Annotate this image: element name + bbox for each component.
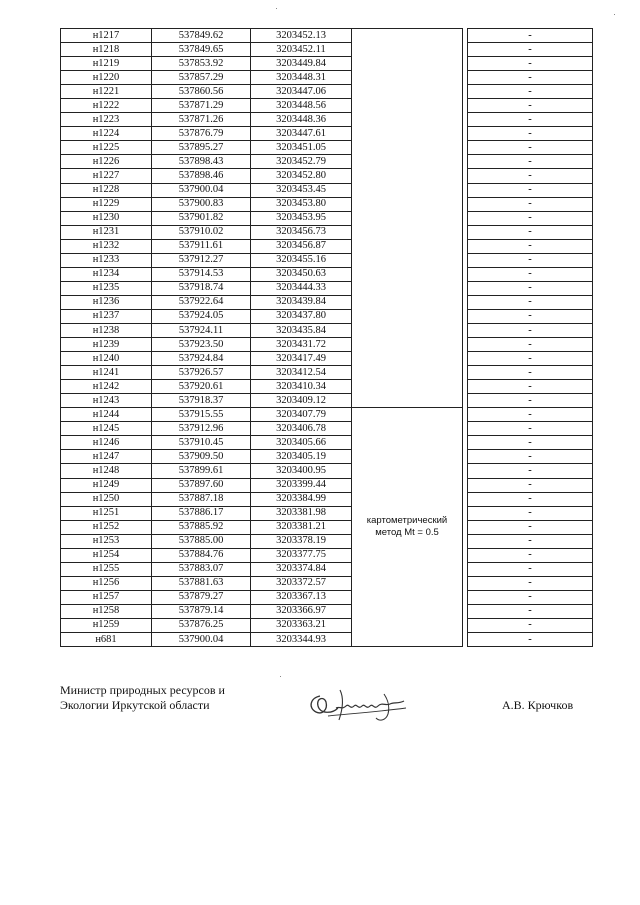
error-cell: - [468, 422, 593, 436]
x-coordinate-cell: 537871.29 [152, 99, 251, 113]
table-row [61, 253, 593, 267]
y-coordinate-cell: 3203447.61 [251, 127, 352, 141]
coordinates-table-body [61, 29, 593, 647]
point-id-cell: н1218 [61, 43, 152, 57]
point-id-cell: н1253 [61, 534, 152, 548]
table-row [61, 113, 593, 127]
x-coordinate-cell: 537924.84 [152, 352, 251, 366]
table-row [61, 534, 593, 548]
official-title-line2: Экологии Иркутской области [60, 698, 210, 712]
table-row [61, 155, 593, 169]
error-cell: - [468, 352, 593, 366]
point-id-cell: н1235 [61, 281, 152, 295]
table-row [61, 323, 593, 337]
error-cell: - [468, 99, 593, 113]
table-row [61, 71, 593, 85]
point-id-cell: н1241 [61, 366, 152, 380]
point-id-cell: н1243 [61, 394, 152, 408]
y-coordinate-cell: 3203377.75 [251, 548, 352, 562]
x-coordinate-cell: 537885.00 [152, 534, 251, 548]
table-row [61, 408, 593, 422]
error-cell: - [468, 576, 593, 590]
method-line2: метод Mt = 0.5 [375, 527, 439, 539]
y-coordinate-cell: 3203444.33 [251, 281, 352, 295]
table-row [61, 506, 593, 520]
x-coordinate-cell: 537895.27 [152, 141, 251, 155]
table-row [61, 127, 593, 141]
table-row [61, 464, 593, 478]
point-id-cell: н1221 [61, 85, 152, 99]
x-coordinate-cell: 537876.79 [152, 127, 251, 141]
table-row [61, 436, 593, 450]
table-row [61, 450, 593, 464]
table-row [61, 422, 593, 436]
error-cell: - [468, 141, 593, 155]
error-cell: - [468, 183, 593, 197]
point-id-cell: н1258 [61, 604, 152, 618]
x-coordinate-cell: 537900.04 [152, 183, 251, 197]
point-id-cell: н1240 [61, 352, 152, 366]
error-cell: - [468, 113, 593, 127]
official-title-line1: Министр природных ресурсов и [60, 683, 225, 697]
point-id-cell: н1224 [61, 127, 152, 141]
x-coordinate-cell: 537912.27 [152, 253, 251, 267]
x-coordinate-cell: 537853.92 [152, 57, 251, 71]
error-cell: - [468, 71, 593, 85]
table-row [61, 99, 593, 113]
table-row [61, 85, 593, 99]
x-coordinate-cell: 537883.07 [152, 562, 251, 576]
x-coordinate-cell: 537879.14 [152, 604, 251, 618]
y-coordinate-cell: 3203366.97 [251, 604, 352, 618]
table-row [61, 239, 593, 253]
error-cell: - [468, 394, 593, 408]
error-cell: - [468, 380, 593, 394]
error-cell: - [468, 43, 593, 57]
x-coordinate-cell: 537901.82 [152, 211, 251, 225]
y-coordinate-cell: 3203453.80 [251, 197, 352, 211]
point-id-cell: н1251 [61, 506, 152, 520]
error-cell: - [468, 155, 593, 169]
y-coordinate-cell: 3203410.34 [251, 380, 352, 394]
x-coordinate-cell: 537898.43 [152, 155, 251, 169]
point-id-cell: н1237 [61, 309, 152, 323]
y-coordinate-cell: 3203378.19 [251, 534, 352, 548]
point-id-cell: н1231 [61, 225, 152, 239]
x-coordinate-cell: 537924.11 [152, 323, 251, 337]
y-coordinate-cell: 3203417.49 [251, 352, 352, 366]
error-cell: - [468, 478, 593, 492]
table-row [61, 197, 593, 211]
x-coordinate-cell: 537922.64 [152, 295, 251, 309]
coordinates-table [60, 28, 593, 647]
table-row [61, 618, 593, 632]
table-row [61, 352, 593, 366]
table-row [61, 604, 593, 618]
x-coordinate-cell: 537849.65 [152, 43, 251, 57]
y-coordinate-cell: 3203452.79 [251, 155, 352, 169]
error-cell: - [468, 520, 593, 534]
error-cell: - [468, 492, 593, 506]
official-title [60, 683, 225, 713]
point-id-cell: н1219 [61, 57, 152, 71]
y-coordinate-cell: 3203450.63 [251, 267, 352, 281]
table-row [61, 338, 593, 352]
x-coordinate-cell: 537879.27 [152, 590, 251, 604]
table-row [61, 590, 593, 604]
y-coordinate-cell: 3203405.19 [251, 450, 352, 464]
error-cell: - [468, 85, 593, 99]
y-coordinate-cell: 3203363.21 [251, 618, 352, 632]
x-coordinate-cell: 537918.37 [152, 394, 251, 408]
table-row [61, 380, 593, 394]
y-coordinate-cell: 3203452.11 [251, 43, 352, 57]
error-cell: - [468, 169, 593, 183]
y-coordinate-cell: 3203448.36 [251, 113, 352, 127]
x-coordinate-cell: 537912.96 [152, 422, 251, 436]
table-row [61, 281, 593, 295]
x-coordinate-cell: 537887.18 [152, 492, 251, 506]
y-coordinate-cell: 3203439.84 [251, 295, 352, 309]
table-row [61, 576, 593, 590]
y-coordinate-cell: 3203407.79 [251, 408, 352, 422]
y-coordinate-cell: 3203405.66 [251, 436, 352, 450]
error-cell: - [468, 309, 593, 323]
error-cell: - [468, 253, 593, 267]
y-coordinate-cell: 3203435.84 [251, 323, 352, 337]
table-row [61, 141, 593, 155]
x-coordinate-cell: 537926.57 [152, 366, 251, 380]
error-cell: - [468, 127, 593, 141]
error-cell: - [468, 267, 593, 281]
table-row [61, 225, 593, 239]
y-coordinate-cell: 3203374.84 [251, 562, 352, 576]
table-row [61, 267, 593, 281]
x-coordinate-cell: 537923.50 [152, 338, 251, 352]
point-id-cell: н1228 [61, 183, 152, 197]
table-row [61, 309, 593, 323]
point-id-cell: н1245 [61, 422, 152, 436]
table-row [61, 295, 593, 309]
y-coordinate-cell: 3203448.56 [251, 99, 352, 113]
point-id-cell: н1250 [61, 492, 152, 506]
error-cell: - [468, 323, 593, 337]
y-coordinate-cell: 3203381.98 [251, 506, 352, 520]
point-id-cell: н1259 [61, 618, 152, 632]
scan-speck [614, 14, 615, 15]
point-id-cell: н1257 [61, 590, 152, 604]
point-id-cell: н1246 [61, 436, 152, 450]
y-coordinate-cell: 3203437.80 [251, 309, 352, 323]
x-coordinate-cell: 537911.61 [152, 239, 251, 253]
point-id-cell: н1220 [61, 71, 152, 85]
y-coordinate-cell: 3203448.31 [251, 71, 352, 85]
y-coordinate-cell: 3203453.45 [251, 183, 352, 197]
point-id-cell: н1234 [61, 267, 152, 281]
y-coordinate-cell: 3203367.13 [251, 590, 352, 604]
table-row [61, 478, 593, 492]
table-row [61, 548, 593, 562]
y-coordinate-cell: 3203372.57 [251, 576, 352, 590]
table-row [61, 211, 593, 225]
point-id-cell: н1223 [61, 113, 152, 127]
point-id-cell: н1238 [61, 323, 152, 337]
y-coordinate-cell: 3203381.21 [251, 520, 352, 534]
x-coordinate-cell: 537899.61 [152, 464, 251, 478]
point-id-cell: н1254 [61, 548, 152, 562]
scan-speck [280, 676, 281, 677]
x-coordinate-cell: 537885.92 [152, 520, 251, 534]
error-cell: - [468, 562, 593, 576]
point-id-cell: н1226 [61, 155, 152, 169]
error-cell: - [468, 534, 593, 548]
point-id-cell: н1236 [61, 295, 152, 309]
point-id-cell: н1233 [61, 253, 152, 267]
point-id-cell: н1232 [61, 239, 152, 253]
error-cell: - [468, 604, 593, 618]
x-coordinate-cell: 537871.26 [152, 113, 251, 127]
y-coordinate-cell: 3203447.06 [251, 85, 352, 99]
y-coordinate-cell: 3203400.95 [251, 464, 352, 478]
y-coordinate-cell: 3203399.44 [251, 478, 352, 492]
y-coordinate-cell: 3203344.93 [251, 633, 352, 647]
table-row [61, 633, 593, 647]
y-coordinate-cell: 3203409.12 [251, 394, 352, 408]
point-id-cell: н1230 [61, 211, 152, 225]
point-id-cell: н1227 [61, 169, 152, 183]
error-cell: - [468, 618, 593, 632]
y-coordinate-cell: 3203384.99 [251, 492, 352, 506]
y-coordinate-cell: 3203456.73 [251, 225, 352, 239]
point-id-cell: н1242 [61, 380, 152, 394]
error-cell: - [468, 197, 593, 211]
x-coordinate-cell: 537920.61 [152, 380, 251, 394]
y-coordinate-cell: 3203406.78 [251, 422, 352, 436]
x-coordinate-cell: 537857.29 [152, 71, 251, 85]
table-row [61, 520, 593, 534]
x-coordinate-cell: 537881.63 [152, 576, 251, 590]
error-cell: - [468, 366, 593, 380]
point-id-cell: н1255 [61, 562, 152, 576]
x-coordinate-cell: 537876.25 [152, 618, 251, 632]
point-id-cell: н1244 [61, 408, 152, 422]
error-cell: - [468, 57, 593, 71]
y-coordinate-cell: 3203456.87 [251, 239, 352, 253]
x-coordinate-cell: 537915.55 [152, 408, 251, 422]
x-coordinate-cell: 537909.50 [152, 450, 251, 464]
table-row [61, 394, 593, 408]
method-cell-empty [352, 29, 463, 408]
x-coordinate-cell: 537898.46 [152, 169, 251, 183]
error-cell: - [468, 29, 593, 43]
table-row [61, 492, 593, 506]
y-coordinate-cell: 3203453.95 [251, 211, 352, 225]
x-coordinate-cell: 537918.74 [152, 281, 251, 295]
error-cell: - [468, 450, 593, 464]
table-row [61, 562, 593, 576]
point-id-cell: н681 [61, 633, 152, 647]
y-coordinate-cell: 3203455.16 [251, 253, 352, 267]
table-row [61, 57, 593, 71]
x-coordinate-cell: 537897.60 [152, 478, 251, 492]
x-coordinate-cell: 537924.05 [152, 309, 251, 323]
point-id-cell: н1225 [61, 141, 152, 155]
y-coordinate-cell: 3203451.05 [251, 141, 352, 155]
table-row [61, 43, 593, 57]
error-cell: - [468, 211, 593, 225]
point-id-cell: н1256 [61, 576, 152, 590]
point-id-cell: н1222 [61, 99, 152, 113]
x-coordinate-cell: 537900.83 [152, 197, 251, 211]
error-cell: - [468, 506, 593, 520]
point-id-cell: н1248 [61, 464, 152, 478]
coordinates-table-container [60, 28, 586, 647]
x-coordinate-cell: 537914.53 [152, 267, 251, 281]
method-cell [352, 408, 463, 647]
error-cell: - [468, 281, 593, 295]
handwritten-signature-icon [306, 684, 411, 731]
error-cell: - [468, 548, 593, 562]
table-row [61, 29, 593, 43]
method-line1: картометрический [366, 515, 448, 527]
error-cell: - [468, 408, 593, 422]
point-id-cell: н1252 [61, 520, 152, 534]
x-coordinate-cell: 537900.04 [152, 633, 251, 647]
error-cell: - [468, 464, 593, 478]
point-id-cell: н1217 [61, 29, 152, 43]
x-coordinate-cell: 537910.02 [152, 225, 251, 239]
point-id-cell: н1229 [61, 197, 152, 211]
y-coordinate-cell: 3203412.54 [251, 366, 352, 380]
x-coordinate-cell: 537910.45 [152, 436, 251, 450]
error-cell: - [468, 633, 593, 647]
y-coordinate-cell: 3203431.72 [251, 338, 352, 352]
table-row [61, 183, 593, 197]
x-coordinate-cell: 537884.76 [152, 548, 251, 562]
error-cell: - [468, 295, 593, 309]
point-id-cell: н1247 [61, 450, 152, 464]
scan-speck [276, 8, 277, 9]
error-cell: - [468, 239, 593, 253]
y-coordinate-cell: 3203449.84 [251, 57, 352, 71]
table-row [61, 169, 593, 183]
error-cell: - [468, 436, 593, 450]
official-name: А.В. Крючков [502, 698, 574, 712]
table-row [61, 366, 593, 380]
x-coordinate-cell: 537849.62 [152, 29, 251, 43]
point-id-cell: н1249 [61, 478, 152, 492]
x-coordinate-cell: 537886.17 [152, 506, 251, 520]
y-coordinate-cell: 3203452.13 [251, 29, 352, 43]
point-id-cell: н1239 [61, 338, 152, 352]
y-coordinate-cell: 3203452.80 [251, 169, 352, 183]
error-cell: - [468, 225, 593, 239]
x-coordinate-cell: 537860.56 [152, 85, 251, 99]
error-cell: - [468, 590, 593, 604]
error-cell: - [468, 338, 593, 352]
